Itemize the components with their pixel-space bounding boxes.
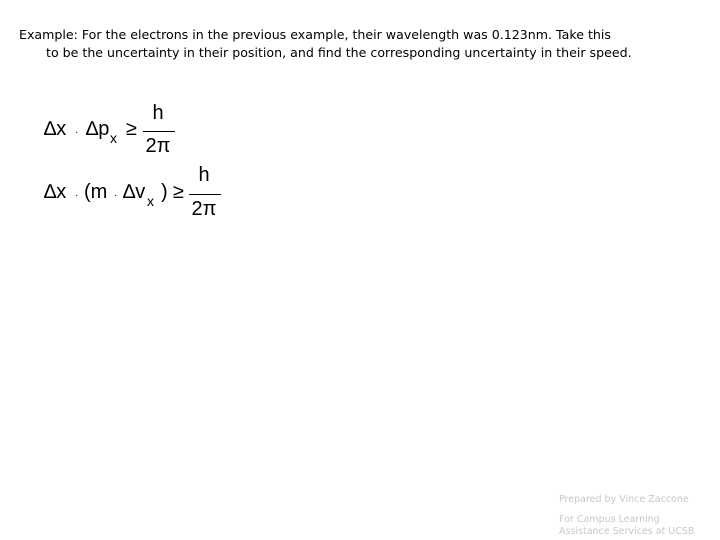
delta-p: ∆p: [86, 118, 110, 140]
uncertainty-equation-2: [44, 162, 224, 222]
subscript-x: x: [147, 193, 154, 209]
delta-x: ∆x: [44, 118, 67, 140]
problem-statement: [19, 26, 709, 62]
fraction-denominator: 2π: [191, 198, 217, 220]
geq-sign: ≥: [126, 118, 137, 140]
credit-author: Prepared by Vince Zaccone: [559, 494, 689, 505]
uncertainty-equation-1: [44, 102, 184, 162]
multiply-dot: ·: [75, 127, 79, 138]
fraction-bar: [189, 194, 221, 195]
credit-affiliation-line-2: Assistance Services at UCSB: [559, 526, 695, 537]
open-paren-mass: (m: [84, 181, 108, 203]
fraction-denominator: 2π: [145, 135, 171, 157]
subscript-x: x: [110, 130, 117, 146]
multiply-dot: ·: [114, 190, 118, 201]
fraction-bar: [143, 131, 175, 132]
fraction-numerator: h: [152, 102, 164, 124]
delta-v: ∆v: [123, 181, 146, 203]
geq-sign: ≥: [173, 181, 184, 203]
fraction-numerator: h: [198, 164, 210, 186]
multiply-dot: ·: [75, 190, 79, 201]
delta-x: ∆x: [44, 181, 67, 203]
close-paren: ): [161, 181, 168, 203]
problem-line-2: to be the uncertainty in their position, and find the corresponding uncertainty in their speed.: [46, 45, 632, 60]
credit-affiliation-line-1: For Campus Learning: [559, 514, 660, 525]
credit-affiliation: [559, 514, 694, 538]
problem-line-1: Example: For the electrons in the previous example, their wavelength was 0.123nm. Take this: [19, 27, 611, 42]
